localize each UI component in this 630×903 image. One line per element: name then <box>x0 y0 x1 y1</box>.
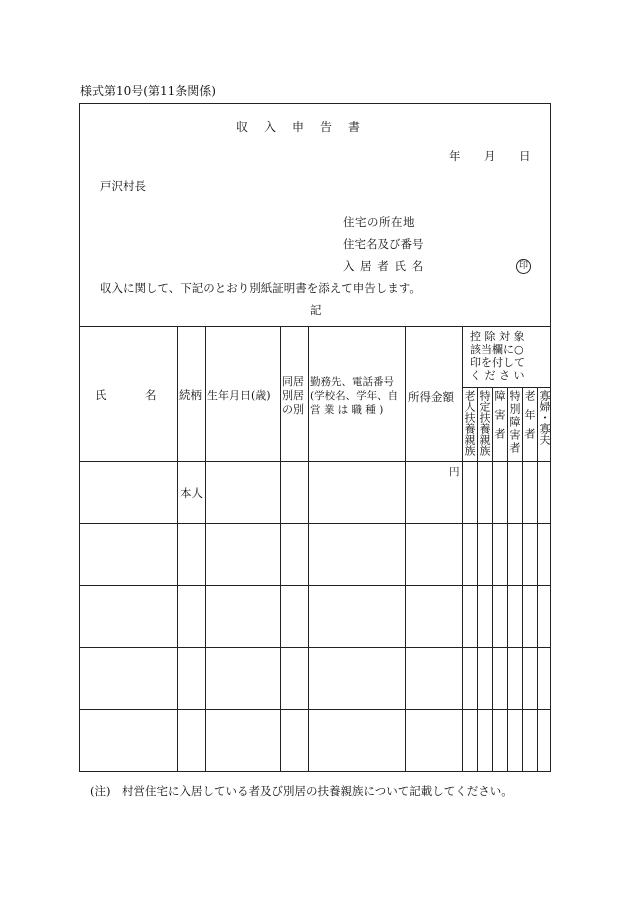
header-sub-special-disabled: 特別障害者 <box>508 390 521 455</box>
yen-unit: 円 <box>449 466 460 478</box>
header-deduction-2: 該当欄に○ <box>470 343 524 356</box>
header-work-2: (学校名、学年、自 <box>310 390 399 402</box>
form-number: 様式第10号(第11条関係) <box>80 84 216 98</box>
ki-label: 記 <box>310 303 322 317</box>
header-name: 氏 名 <box>95 388 158 402</box>
header-work-3: 営 業 は 職 種 ) <box>310 404 384 416</box>
header-sub-widow: 寡婦・寡夫 <box>538 390 551 445</box>
header-deduction-4: く だ さ い <box>470 369 525 382</box>
col-line-work <box>308 326 309 772</box>
header-relation: 続柄 <box>179 388 202 402</box>
header-income: 所得金額 <box>408 390 454 404</box>
date-day-label: 日 <box>519 149 531 163</box>
table-top-line <box>79 326 551 327</box>
header-deduction-3: 印を付して <box>470 356 525 369</box>
seal-text: 印 <box>516 259 531 274</box>
header-deduction-1: 控 除 対 象 <box>470 330 525 343</box>
resident-name-label: 入 居 者 氏 名 <box>343 259 425 273</box>
header-sub-elderly-dependent: 老人扶養親族 <box>463 390 476 456</box>
header-work-1: 勤務先、電話番号 <box>310 376 394 388</box>
addressee: 戸沢村長 <box>100 179 146 193</box>
date-year-label: 年 <box>449 149 461 163</box>
header-sub-elderly: 老年者 <box>523 390 536 447</box>
page-title: 収 入 申 告 書 <box>236 120 363 134</box>
header-cohabit-1: 同居 <box>282 375 304 388</box>
row-line-2 <box>79 585 551 586</box>
col-line-income <box>405 326 406 772</box>
footnote: (注) 村営住宅に入居している者及び別居の扶養親族について記載してください。 <box>90 784 513 798</box>
header-sub-disabled: 障害者 <box>493 390 506 447</box>
header-sub-specific-dependent: 特定扶養親族 <box>478 390 491 456</box>
seal-mark <box>516 257 531 274</box>
row-line-3 <box>79 647 551 648</box>
row-line-4 <box>79 709 551 710</box>
date-month-label: 月 <box>484 149 496 163</box>
col-line-cohabit <box>280 326 281 772</box>
col-line-birth <box>205 326 206 772</box>
housing-label: 住宅名及び番号 <box>343 237 424 251</box>
table-header-bottom-line <box>79 461 551 462</box>
header-cohabit-3: の別 <box>282 403 304 416</box>
row-line-1 <box>79 523 551 524</box>
header-birth: 生年月日(歳) <box>207 389 271 402</box>
statement: 収入に関して、下記のとおり別紙証明書を添えて申告します。 <box>100 281 421 295</box>
col-line-relation <box>177 326 178 772</box>
self-relation: 本人 <box>180 486 203 500</box>
address-label: 住宅の所在地 <box>343 215 415 229</box>
header-cohabit-2: 別居 <box>282 389 304 402</box>
